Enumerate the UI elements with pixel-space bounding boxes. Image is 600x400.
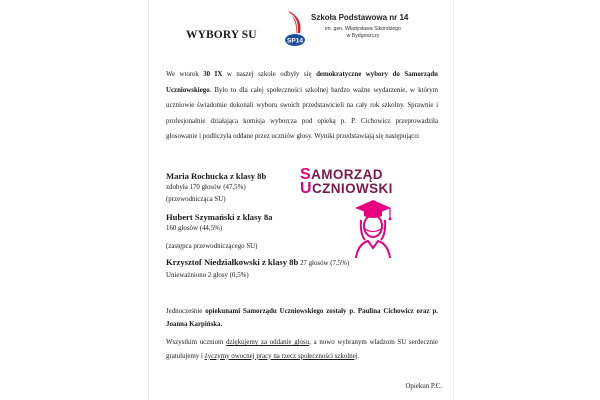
candidate-3-votes: 27 głosów (7,5%) — [298, 260, 350, 267]
guardians-text: Jednocześnie — [166, 308, 206, 315]
candidate-1-votes: zdobyła 170 głosów (47,5%) — [166, 184, 246, 191]
candidate-2-name: Hubert Szymański z klasy 8a — [166, 212, 273, 222]
su-logo-word-2: CZNIOWSKI — [311, 181, 393, 196]
su-logo — [300, 166, 426, 274]
intro-paragraph — [166, 67, 438, 145]
logo-badge-text: SP14 — [287, 37, 303, 45]
candidate-1-name: Maria Rochucka z klasy 8b — [166, 171, 267, 181]
guardians-highlight: opiekunami Samorządu Uczniowskiego zostały p. Paulina Cichowicz oraz p. Joanna Karpińska. — [166, 308, 439, 328]
thanks-paragraph — [166, 336, 438, 363]
candidate-2-role: (zastępca przewodniczącego SU) — [166, 243, 258, 250]
election-date: 30 IX — [203, 71, 223, 78]
su-logo-word-1: AMORZĄD — [311, 167, 383, 182]
intro-text-3: . Było to dla całej społeczności szkolnej bardzo ważne wydarzenie, w którym uczniowie świadomie dokonali wyboru swoich przedstawicieli na cały rok szkolny. Sprawnie i profesjonalnie działająca komisja wyborcza pod opieką p. P. Cichowicz przeprowadziła głosowanie i podliczyła oddane przez uczniów głosy. Wyniki przedstawiają się następująco: — [166, 86, 438, 140]
school-city: w Bydgoszczy — [346, 32, 380, 39]
page-title: WYBORY SU — [186, 29, 257, 41]
thanks-text-1: Wszystkim uczniom — [166, 339, 227, 346]
intro-text-2: w naszej szkole odbyły się — [222, 71, 317, 78]
thanks-underlined-1: dziękujemy za oddanie głosu — [226, 339, 310, 346]
school-logo-icon — [284, 9, 306, 47]
thanks-text-2: , a nowo wybranym władzom SU serdecznie gratulujemy i — [166, 339, 438, 360]
intro-text-1: We wtorek — [166, 71, 204, 78]
invalid-votes: Unieważniono 2 głosy (0,5%) — [166, 272, 249, 279]
signature: Opiekun P.C. — [405, 383, 442, 390]
candidate-1-role: (przewodnicząca SU) — [166, 196, 226, 203]
school-name: Szkoła Podstawowa nr 14 — [311, 13, 409, 22]
candidate-1 — [166, 170, 266, 206]
candidate-2-votes: 160 głosów (44,5%) — [166, 225, 223, 232]
thanks-text-3: . — [357, 352, 360, 360]
su-logo-initial-u: U — [300, 180, 312, 197]
candidate-2 — [166, 211, 272, 253]
school-patron: im. gen. Władysława Sikorskiego — [325, 26, 401, 32]
guardians-paragraph — [166, 305, 438, 331]
su-logo-initial-s: S — [300, 166, 312, 183]
school-subtitle — [318, 26, 408, 39]
intro-highlight: demokratyczne wybory do Samorządu Uczniowskiego — [166, 71, 439, 94]
thanks-underlined-2: życzymy owocnej pracy na rzecz społeczności szkolnej — [204, 352, 358, 360]
graduate-student-icon — [350, 196, 396, 260]
candidate-3-name: Krzysztof Niedziałkowski z klasy 8b — [166, 257, 299, 267]
